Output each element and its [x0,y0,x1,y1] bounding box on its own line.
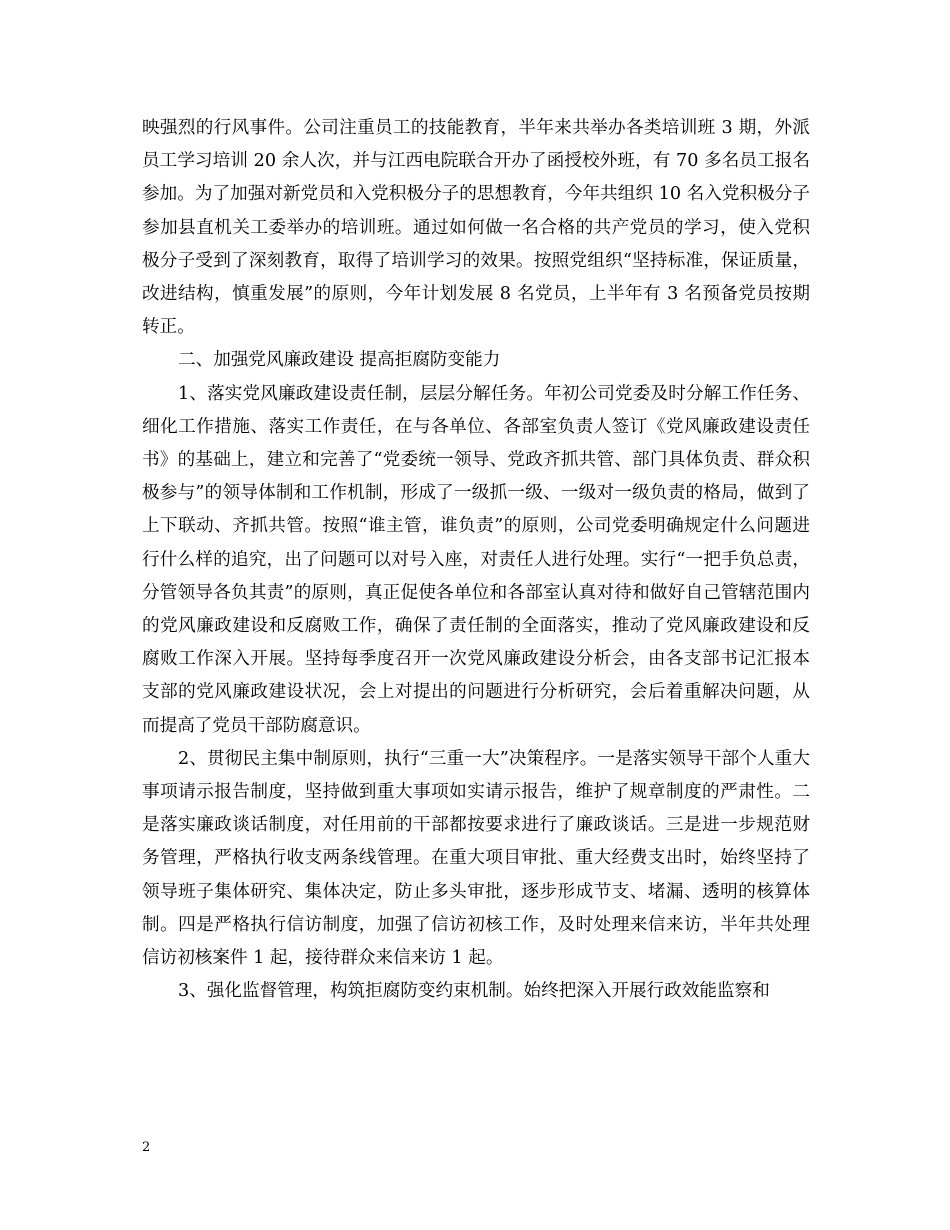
paragraph-supervision: 3、强化监督管理，构筑拒腐防变约束机制。始终把深入开展行政效能监察和 [178,981,770,1002]
page-number: 2 [142,1140,151,1155]
paragraph-training: 映强烈的行风事件。公司注重员工的技能教育，半年来共举办各类培训班 3 期，外派员工学习培训 20 余人次，并与江西电院联合开办了函授校外班，有 70 多名员工报名参加。为了加强对新党员和入党积极分子的思想教育，今年共组织 10 名入党积极分子参加县直机关工委举办的培训班。通过如何做一名合格的共产党员的学习，使入党积极分子受到了深刻教育，取得了培训学习的效果。按照党组织“坚持标准，保证质量，改进结构，慎重发展”的原则，今年计划发展 8 名党员，上半年有 3 名预备党员按期转正。 [142,118,810,338]
document-body [142,112,810,1008]
section-heading-anti-corruption: 二、加强党风廉政建设 提高拒腐防变能力 [178,350,501,371]
paragraph-responsibility-system: 1、落实党风廉政建设责任制，层层分解任务。年初公司党委及时分解工作任务、细化工作措施、落实工作责任，在与各单位、各部室负责人签订《党风廉政建设责任书》的基础上，建立和完善了“党委统一领导、党政齐抓共管、部门具体负责、群众积极参与”的领导体制和工作机制，形成了一级抓一级、一级对一级负责的格局，做到了上下联动、齐抓共管。按照“谁主管，谁负责”的原则，公司党委明确规定什么问题进行什么样的追究，出了问题可以对号入座，对责任人进行处理。实行“一把手负总责，分管领导各负其责”的原则，真正促使各单位和各部室认真对待和做好自己管辖范围内的党风廉政建设和反腐败工作，确保了责任制的全面落实，推动了党风廉政建设和反腐败工作深入开展。坚持每季度召开一次党风廉政建设分析会，由各支部书记汇报本支部的党风廉政建设状况，会上对提出的问题进行分析研究，会后着重解决问题，从而提高了党员干部防腐意识。 [142,383,810,736]
paragraph-democratic-centralism: 2、贯彻民主集中制原则，执行“三重一大”决策程序。一是落实领导干部个人重大事项请示报告制度，坚持做到重大事项如实请示报告，维护了规章制度的严肃性。二是落实廉政谈话制度，对任用前的干部都按要求进行了廉政谈话。三是进一步规范财务管理，严格执行收支两条线管理。在重大项目审批、重大经费支出时，始终坚持了领导班子集体研究、集体决定，防止多头审批，逐步形成节支、堵漏、透明的核算体制。四是严格执行信访制度，加强了信访初核工作，及时处理来信来访，半年共处理信访初核案件 1 起，接待群众来信来访 1 起。 [142,748,810,969]
